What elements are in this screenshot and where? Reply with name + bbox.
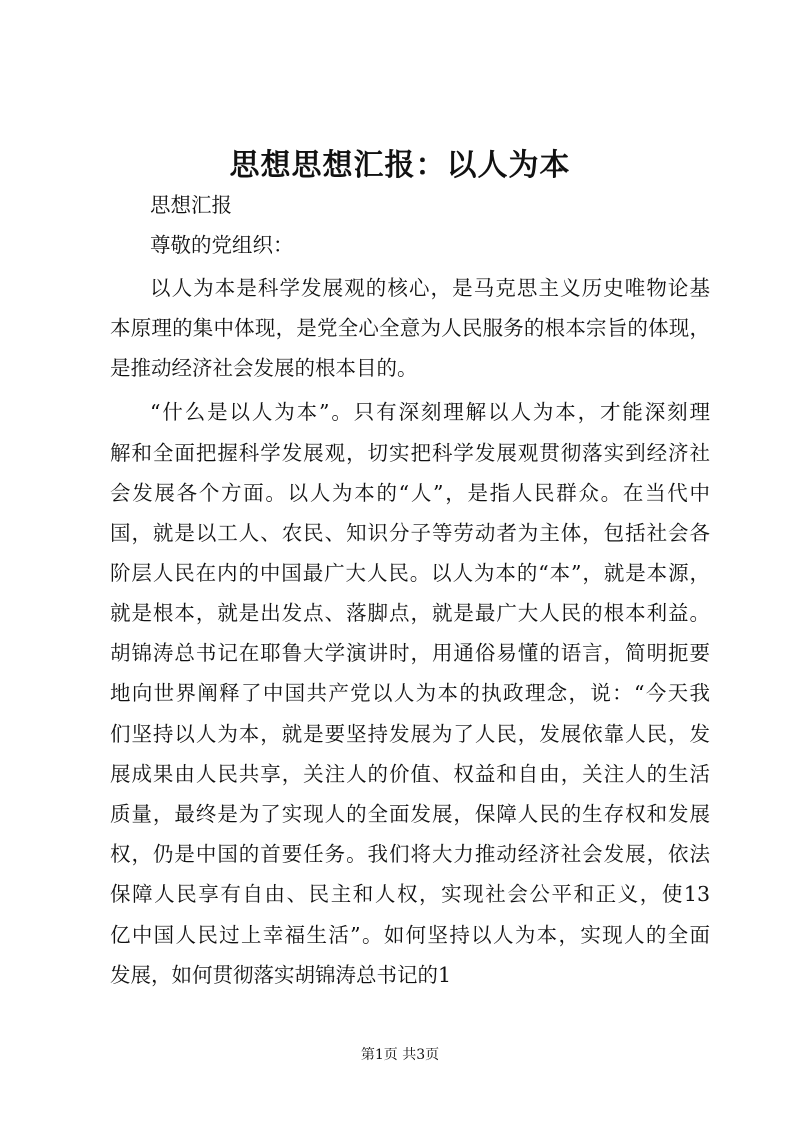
paragraph-line: 发展，如何贯彻落实胡锦涛总书记的1	[110, 963, 452, 987]
paragraph-line: “什么是以人为本”。只有深刻理解以人为本，才能深刻理	[150, 400, 710, 424]
paragraph-line: 们坚持以人为本，就是要坚持发展为了人民，发展依靠人民，发	[110, 722, 710, 746]
paragraph-line: 胡锦涛总书记在耶鲁大学演讲时，用通俗易懂的语言，简明扼要	[110, 641, 710, 665]
paragraph-line: 国，就是以工人、农民、知识分子等劳动者为主体，包括社会各	[110, 521, 710, 545]
paragraph-line: 以人为本是科学发展观的核心，是马克思主义历史唯物论基	[150, 276, 710, 300]
paragraph-line: 亿中国人民过上幸福生活”。如何坚持以人为本，实现人的全面	[110, 923, 710, 947]
paragraph-line: 质量，最终是为了实现人的全面发展，保障人民的生存权和发展	[110, 802, 710, 826]
paragraph-line: 展成果由人民共享，关注人的价值、权益和自由，关注人的生活	[110, 762, 710, 786]
document-title: 思想思想汇报：以人为本	[229, 148, 571, 183]
paragraph-line: 阶层人民在内的中国最广大人民。以人为本的“本”，就是本源，	[110, 561, 710, 585]
paragraph-line: 解和全面把握科学发展观，切实把科学发展观贯彻落实到经济社	[110, 441, 710, 465]
salutation: 尊敬的党组织：	[150, 233, 294, 257]
paragraph-line: 会发展各个方面。以人为本的“人”，是指人民群众。在当代中	[110, 481, 710, 505]
paragraph-line: 是推动经济社会发展的根本目的。	[110, 356, 418, 380]
salutation-heading: 思想汇报	[150, 193, 232, 217]
paragraph-line: 保障人民享有自由、民主和人权，实现社会公平和正义，使13	[110, 882, 710, 906]
page-number-footer: 第1页 共3页	[360, 1047, 440, 1063]
paragraph-line: 权，仍是中国的首要任务。我们将大力推动经济社会发展，依法	[110, 842, 710, 866]
paragraph-line: 地向世界阐释了中国共产党以人为本的执政理念，说：“今天我	[110, 681, 710, 705]
paragraph-line: 就是根本，就是出发点、落脚点，就是最广大人民的根本利益。	[110, 601, 710, 625]
paragraph-line: 本原理的集中体现，是党全心全意为人民服务的根本宗旨的体现，	[110, 316, 710, 340]
